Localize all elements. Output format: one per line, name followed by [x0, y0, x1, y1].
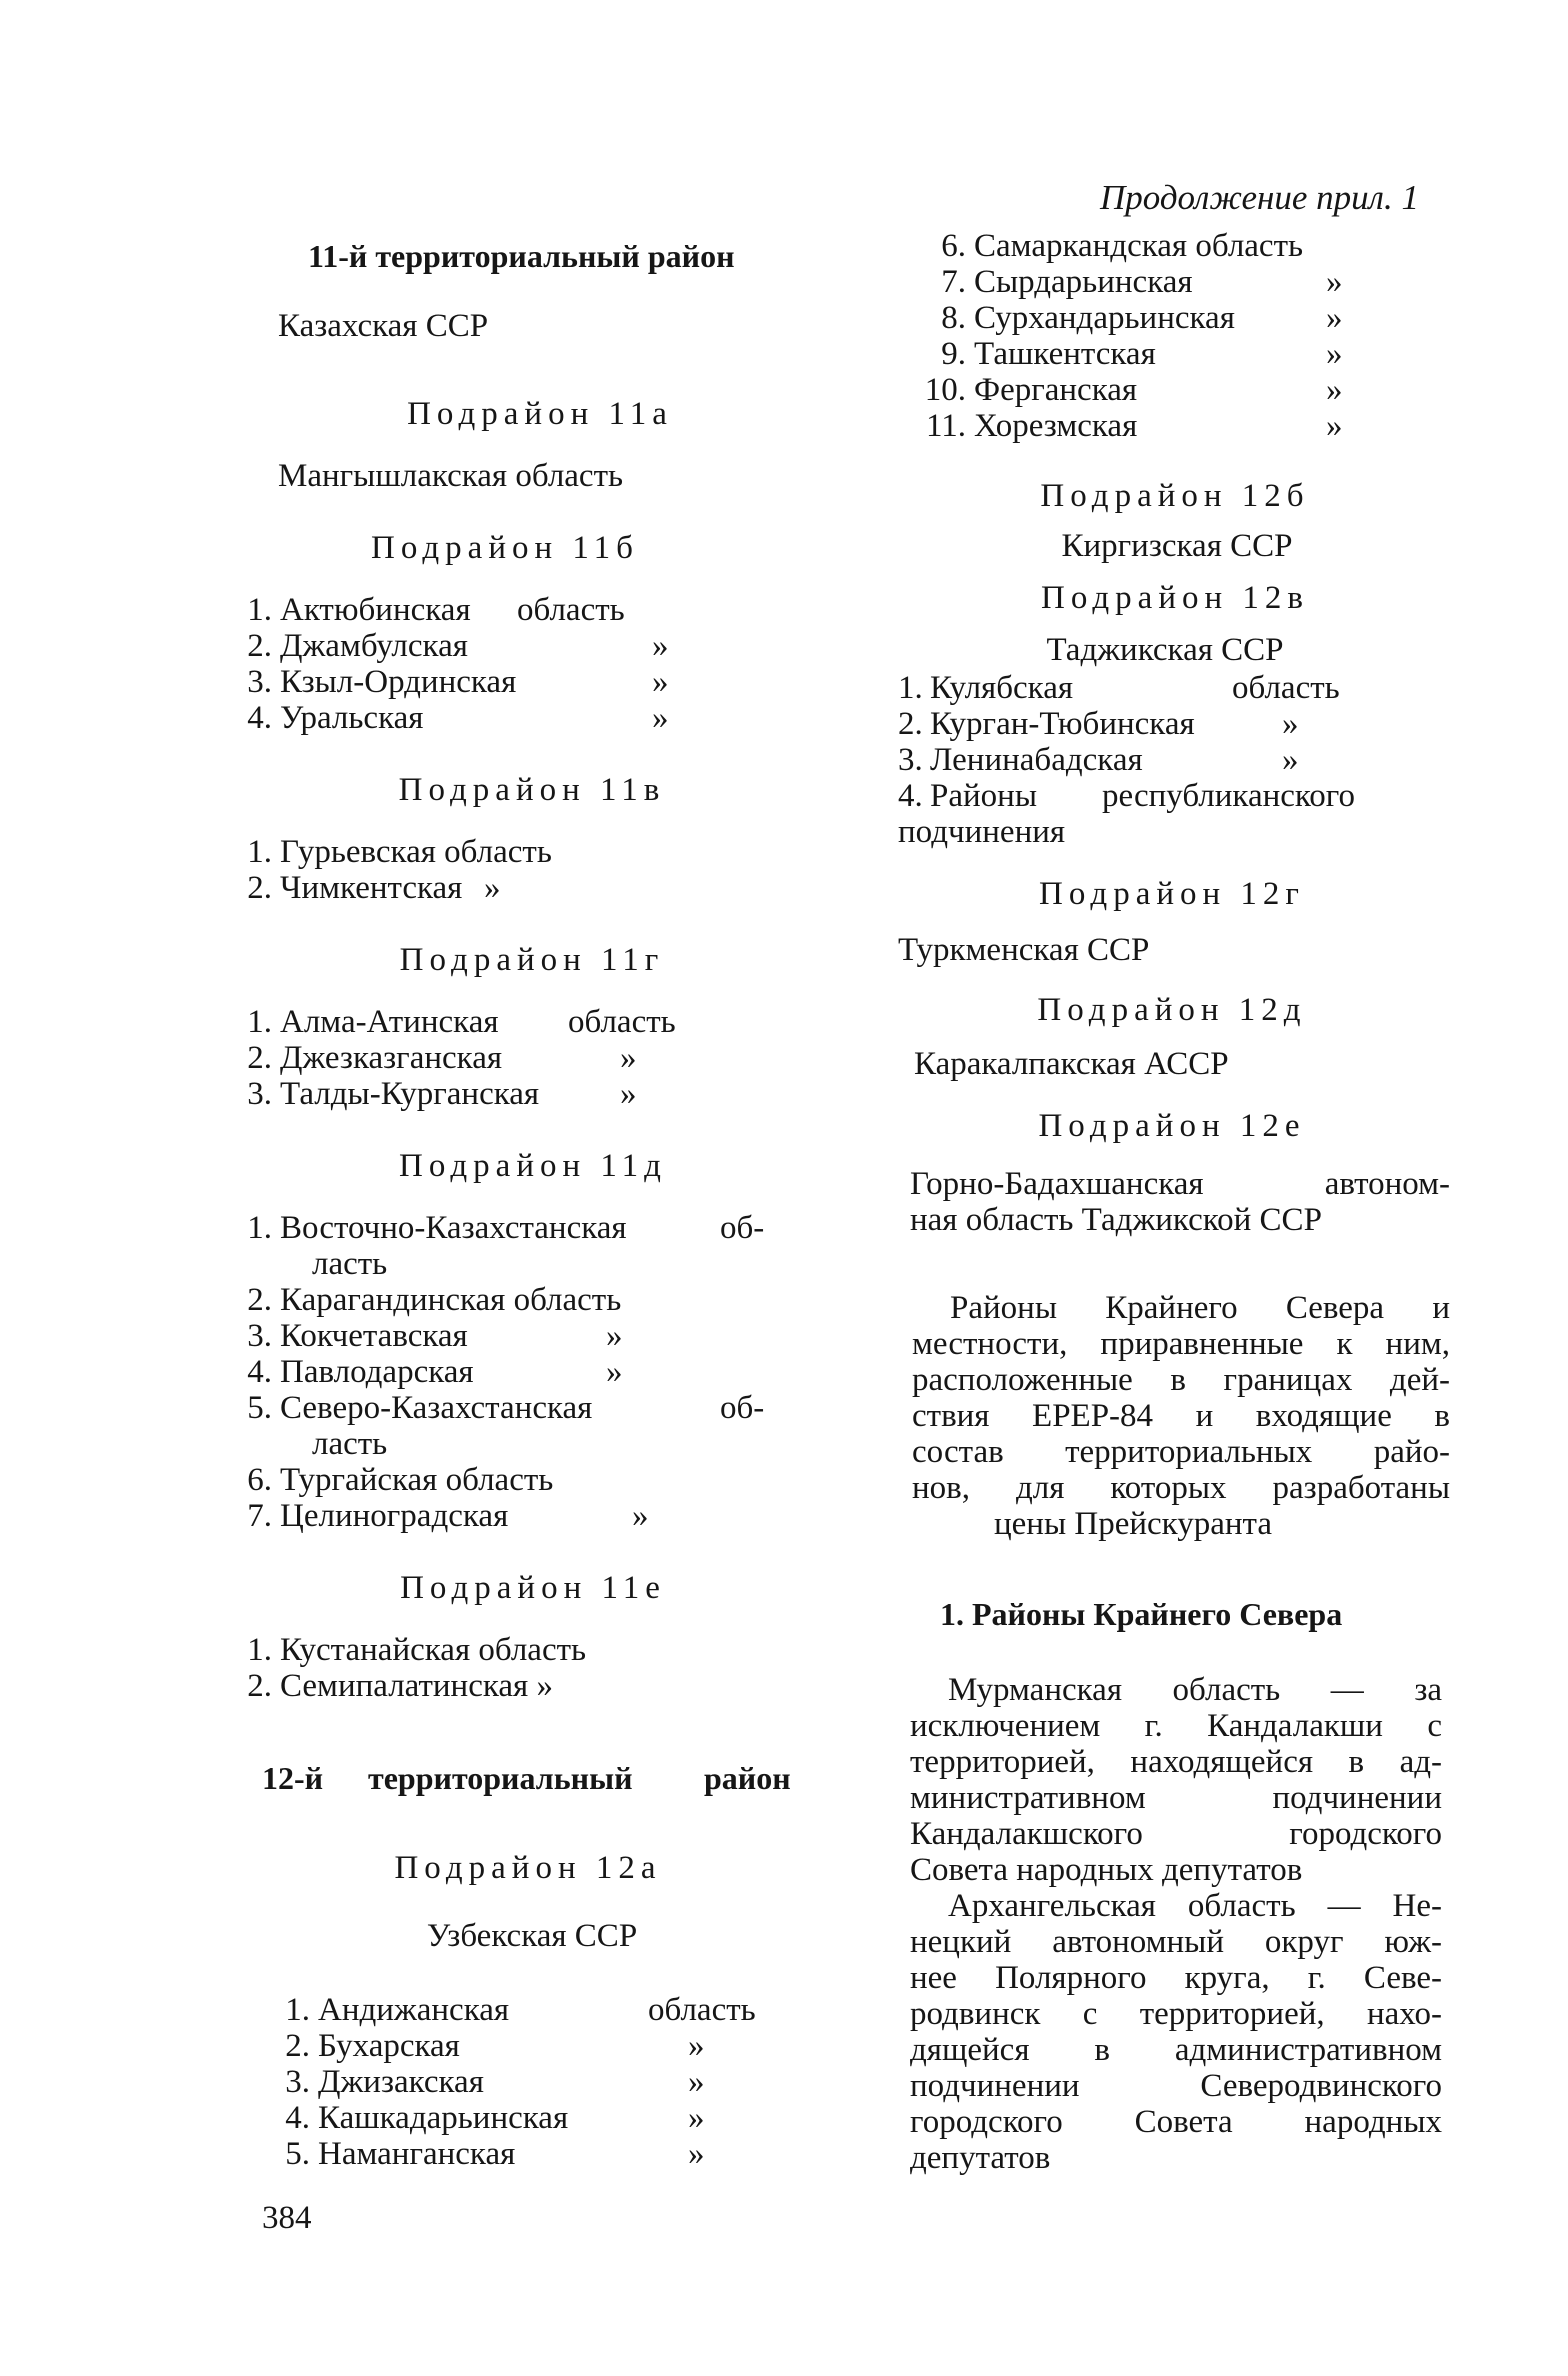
- region-12-title-part-2: территориальный: [368, 1760, 633, 1796]
- murmansk-paragraph: Мурманская область — за исключением г. Кандалакши с территорией, находящейся в ад- министративном подчинении Кандалакшского городского Совета народных депутатов: [910, 1672, 1442, 1888]
- subregion-12b-heading: Подрайон 12б: [1040, 478, 1310, 514]
- subregion-11d-heading: Подрайон 11д: [399, 1148, 667, 1184]
- karakalpak-assr-heading: Каракалпакская АССР: [914, 1046, 1229, 1082]
- list-item: 3. Джизакская »: [285, 2064, 705, 2100]
- subregion-11v-heading: Подрайон 11в: [398, 772, 666, 808]
- page-number: 384: [262, 2200, 312, 2236]
- subregion-11g-heading: Подрайон 11г: [399, 942, 665, 978]
- list-item: 5. Северо-Казахстанская об-: [247, 1390, 765, 1426]
- subregion-12a-heading: Подрайон 12а: [394, 1850, 662, 1886]
- kazakh-ssr-heading: Казахская ССР: [278, 308, 489, 344]
- subregion-11g-list: [238, 1004, 676, 1112]
- far-north-intro-paragraph: Районы Крайнего Севера и местности, приравненные к ним, расположенные в границах дей- ствия ЕРЕР-84 и входящие в состав территориальных райо- нов, для которых разработаны цены Прейскуранта: [912, 1290, 1450, 1542]
- list-item: 4. Павлодарская »: [247, 1354, 623, 1390]
- list-item: 3. Ленинабадская »: [898, 742, 1299, 778]
- kirgiz-ssr-heading: Киргизская ССР: [1061, 528, 1293, 564]
- list-item: 10. Ферганская »: [924, 372, 1343, 408]
- subregion-12d-heading: Подрайон 12д: [1037, 992, 1307, 1028]
- subregion-12a-continued-list: [912, 228, 1343, 444]
- list-item: 1. Гурьевская область: [247, 834, 552, 870]
- list-item: 1. Кустанайская область: [247, 1632, 587, 1668]
- list-item: 1. Андижанская область: [285, 1992, 756, 2028]
- subregion-11b-heading: Подрайон 11б: [371, 530, 639, 566]
- subregion-12v-heading: Подрайон 12в: [1041, 580, 1309, 616]
- list-item: 2. Джамбулская »: [247, 628, 669, 664]
- list-item: 6. Самаркандская область: [941, 228, 1304, 264]
- turkmen-ssr-heading: Туркменская ССР: [898, 932, 1150, 968]
- tajik-ssr-heading: Таджикская ССР: [1046, 632, 1284, 668]
- list-item: 2. Семипалатинская »: [247, 1668, 553, 1704]
- gorno-badakhshan-text: Горно-Бадахшанская автоном- ная область Таджикской ССР: [910, 1166, 1450, 1238]
- subregion-12v-list: [898, 670, 1355, 850]
- list-item: 1. Алма-Атинская область: [247, 1004, 676, 1040]
- running-header: Продолжение прил. 1: [1100, 178, 1419, 217]
- list-item: 6. Тургайская область: [247, 1462, 554, 1498]
- arkhangelsk-paragraph: Архангельская область — Не- нецкий автономный округ юж- нее Полярного круга, г. Севе- родвинск с территорией, нахо- дящейся в административном подчинении Северодвинского городского Совета народных депутатов: [910, 1888, 1442, 2176]
- list-item: 4. Уральская »: [247, 700, 669, 736]
- far-north-section-title: 1. Районы Крайнего Севера: [940, 1596, 1343, 1632]
- subregion-12a-list: [240, 1992, 756, 2172]
- subregion-12e-heading: Подрайон 12е: [1038, 1108, 1306, 1144]
- list-item: 2. Чимкентская »: [247, 870, 501, 906]
- list-item: 8. Сурхандарьинская »: [941, 300, 1343, 336]
- subregion-11a-item: Мангышлакская область: [278, 458, 624, 494]
- uzbek-ssr-heading: Узбекская ССР: [426, 1918, 638, 1954]
- subregion-11a-heading: Подрайон 11а: [407, 396, 673, 432]
- list-item: 1. Восточно-Казахстанская об-: [247, 1210, 765, 1246]
- list-item: 9. Ташкентская »: [941, 336, 1343, 372]
- list-item: 5. Наманганская »: [285, 2136, 705, 2172]
- list-item: 1. Кулябская область: [898, 670, 1340, 706]
- list-item: 2. Карагандинская область: [247, 1282, 622, 1318]
- list-item: 7. Целиноградская »: [247, 1498, 649, 1534]
- list-item: 2. Бухарская »: [285, 2028, 705, 2064]
- region-12-title-part-1: 12-й: [262, 1760, 324, 1796]
- list-item: 3. Кзыл-Ординская »: [247, 664, 669, 700]
- list-item: 2. Курган-Тюбинская »: [898, 706, 1299, 742]
- list-item: 3. Кокчетавская »: [247, 1318, 623, 1354]
- list-item: 3. Талды-Курганская »: [247, 1076, 637, 1112]
- list-item-continuation: ласть: [312, 1426, 388, 1462]
- list-item: 1. Актюбинская область: [247, 592, 625, 628]
- list-item: 11. Хорезмская »: [925, 408, 1343, 444]
- subregion-11b-list: [238, 592, 669, 736]
- region-11-title: 11-й территориальный район: [308, 238, 735, 274]
- list-item: 7. Сырдарьинская »: [941, 264, 1343, 300]
- list-item: 2. Джезказганская »: [247, 1040, 637, 1076]
- subregion-11e-list: [238, 1632, 586, 1704]
- list-item-continuation: ласть: [312, 1246, 388, 1282]
- subregion-11d-list: [238, 1210, 764, 1534]
- subregion-11v-list: [238, 834, 552, 906]
- list-item: 4. Районы республиканского: [898, 778, 1355, 814]
- subregion-11e-heading: Подрайон 11е: [400, 1570, 666, 1606]
- list-item-continuation: подчинения: [898, 814, 1066, 850]
- subregion-12g-heading: Подрайон 12г: [1039, 876, 1305, 912]
- region-12-title-part-3: район: [704, 1760, 791, 1796]
- list-item: 4. Кашкадарьинская »: [285, 2100, 705, 2136]
